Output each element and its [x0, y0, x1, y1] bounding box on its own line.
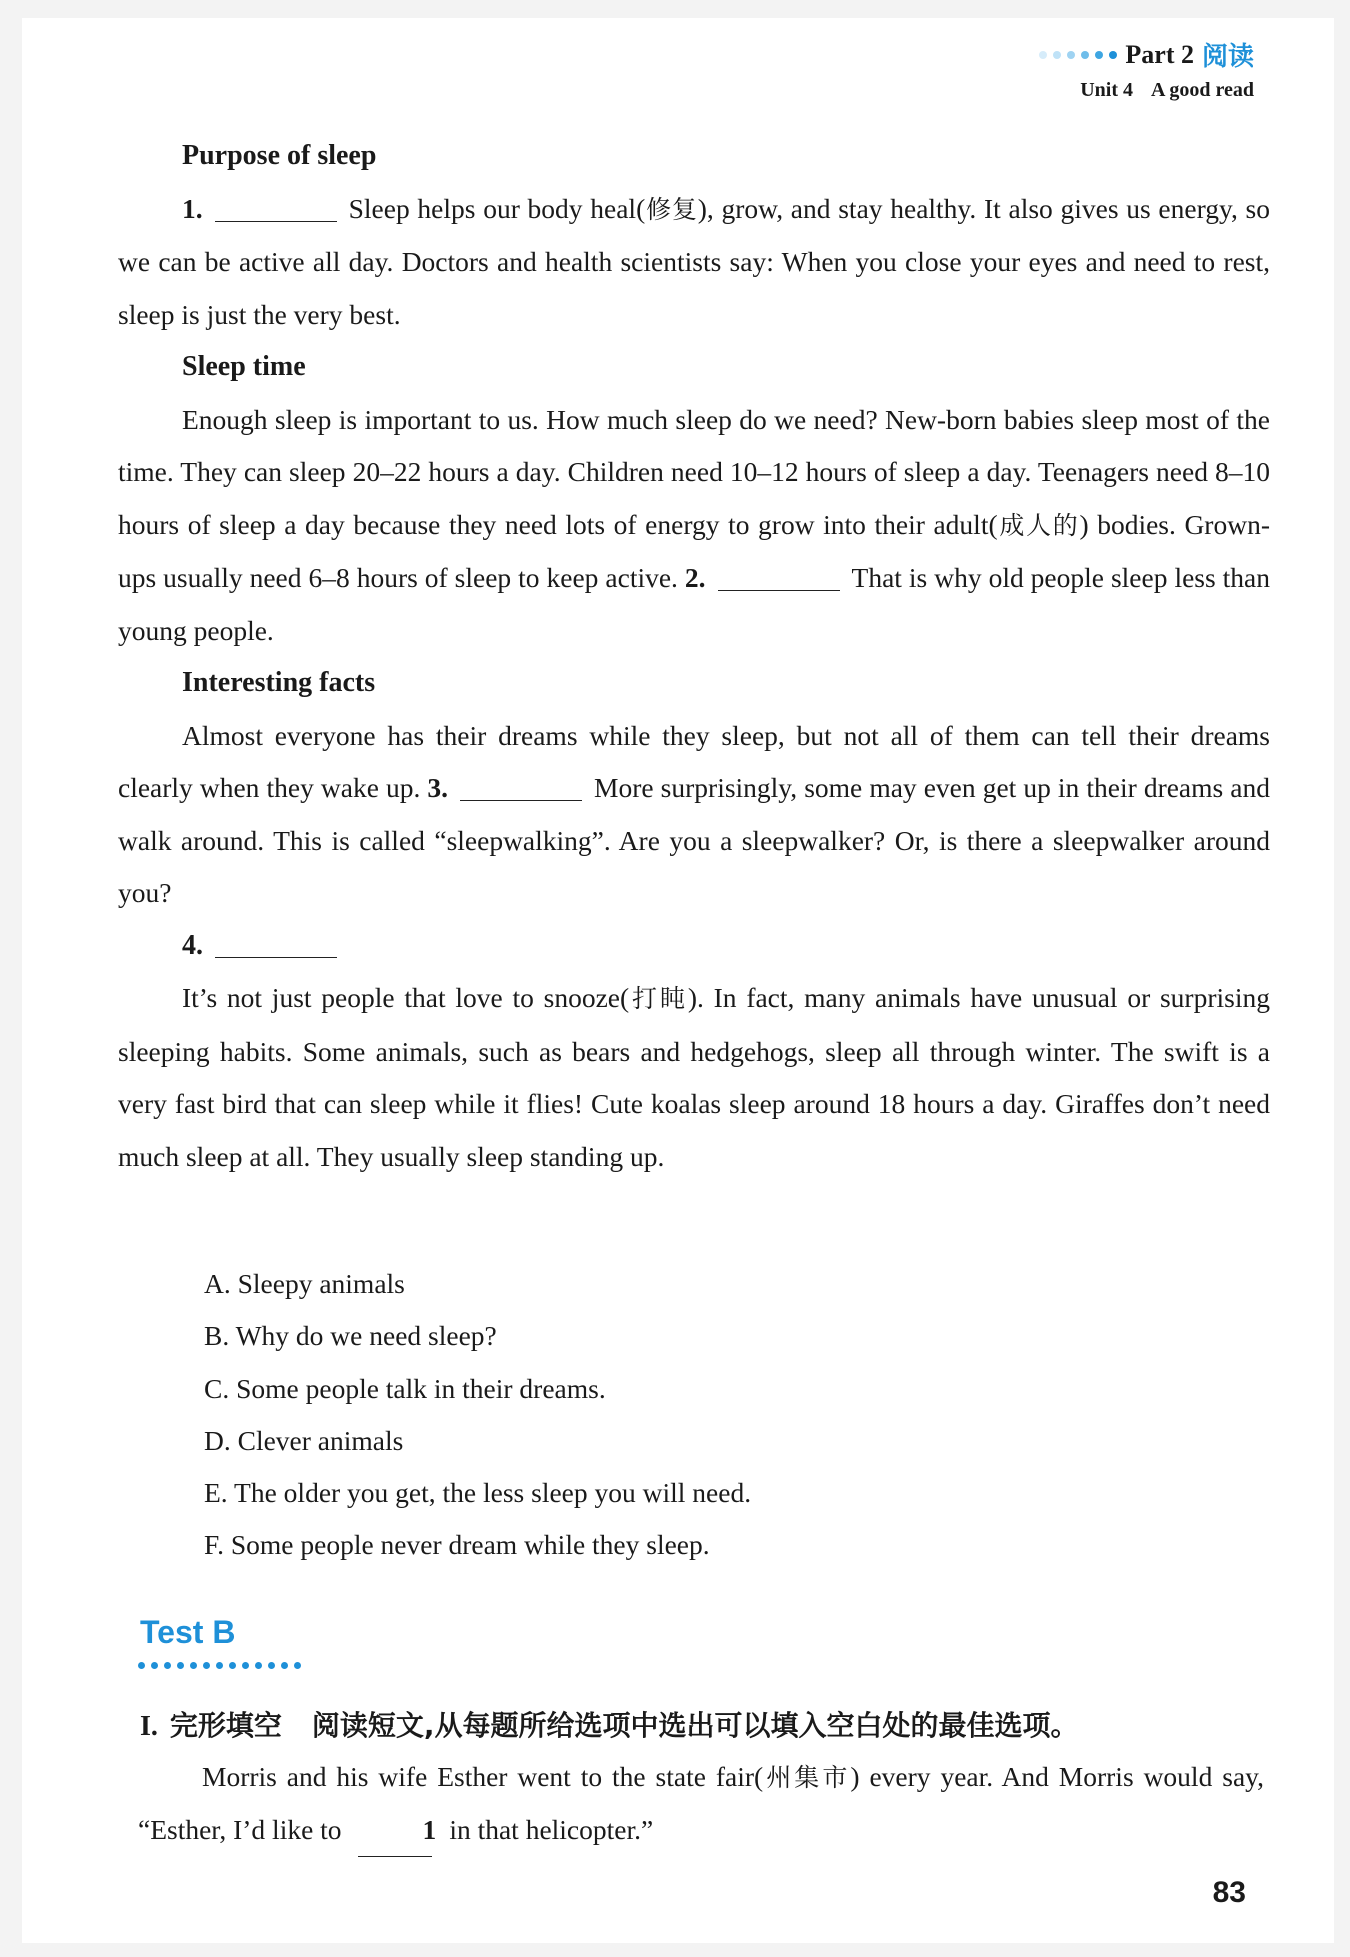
test-title-underline-dots [138, 1662, 301, 1669]
cloze-passage: Morris and his wife Esther went to the state fair(州集市) every year. And Morris would say, “Esther, I’d like to 1 in that helicopter.” [138, 1751, 1264, 1857]
section-heading: Interesting facts [182, 667, 376, 698]
option-c: C. Some people talk in their dreams. [204, 1372, 606, 1404]
answer-blank[interactable] [215, 191, 337, 222]
paragraph: Enough sleep is important to us. How much sleep do we need? New-born babies sleep most of the time. They can sleep 20–22 hours a day. Children need 10–12 hours of sleep a day. Teenagers need 8–10 hours of sleep a day because they need lots of energy to grow into their adult(成人的) bodies. Grown-ups usually need 6–8 hours of sleep to keep active. 2. That is why old people sleep less than young people. [118, 403, 1271, 646]
cloze-blank-1[interactable]: 1 [358, 1804, 432, 1857]
answer-blank[interactable] [215, 927, 337, 958]
options-list [204, 1258, 751, 1572]
section-heading: Sleep time [182, 351, 306, 382]
section-heading: Purpose of sleep [182, 140, 377, 171]
unit-label: Unit 4 A good read [1080, 79, 1254, 101]
option-b: B. Why do we need sleep? [204, 1320, 497, 1352]
part-cn-label: 阅读 [1201, 42, 1254, 72]
section-heading: 4. [118, 920, 1270, 973]
page-number: 83 [1212, 1876, 1246, 1909]
page-header [1039, 36, 1254, 102]
test-title: Test B [140, 1614, 236, 1650]
section-instruction: I. 完形填空 阅读短文,从每题所给选项中选出可以填入空白处的最佳选项。 [140, 1709, 1079, 1742]
page [22, 18, 1334, 1943]
option-d: D. Clever animals [204, 1424, 404, 1456]
answer-blank[interactable] [718, 560, 840, 591]
paragraph: 1. Sleep helps our body heal(修复), grow, and stay healthy. It also gives us energy, so we can be active all day. Doctors and health scientists say: When you close your eyes and need to rest, sleep is just the very best. [118, 192, 1270, 330]
part-label: Part 2 [1125, 39, 1194, 69]
answer-blank[interactable] [460, 770, 582, 801]
option-f: F. Some people never dream while they sleep. [204, 1529, 710, 1561]
option-e: E. The older you get, the less sleep you will need. [204, 1477, 752, 1509]
reading-passage [118, 130, 1270, 1183]
header-dots-decoration [1039, 51, 1117, 59]
paragraph: It’s not just people that love to snooze(打盹). In fact, many animals have unusual or surprising sleeping habits. Some animals, such as bears and hedgehogs, sleep all through winter. The swift is a very fast bird that can sleep while it flies! Cute koalas sleep around 18 hours a day. Giraffes don’t need much sleep at all. They usually sleep standing up. [118, 982, 1270, 1172]
paragraph: Almost everyone has their dreams while they sleep, but not all of them can tell their dreams clearly when they wake up. 3. More surprisingly, some may even get up in their dreams and walk around. This is called “sleepwalking”. Are you a sleepwalker? Or, is there a sleepwalker around you? [118, 719, 1270, 908]
option-a: A. Sleepy animals [204, 1268, 405, 1299]
